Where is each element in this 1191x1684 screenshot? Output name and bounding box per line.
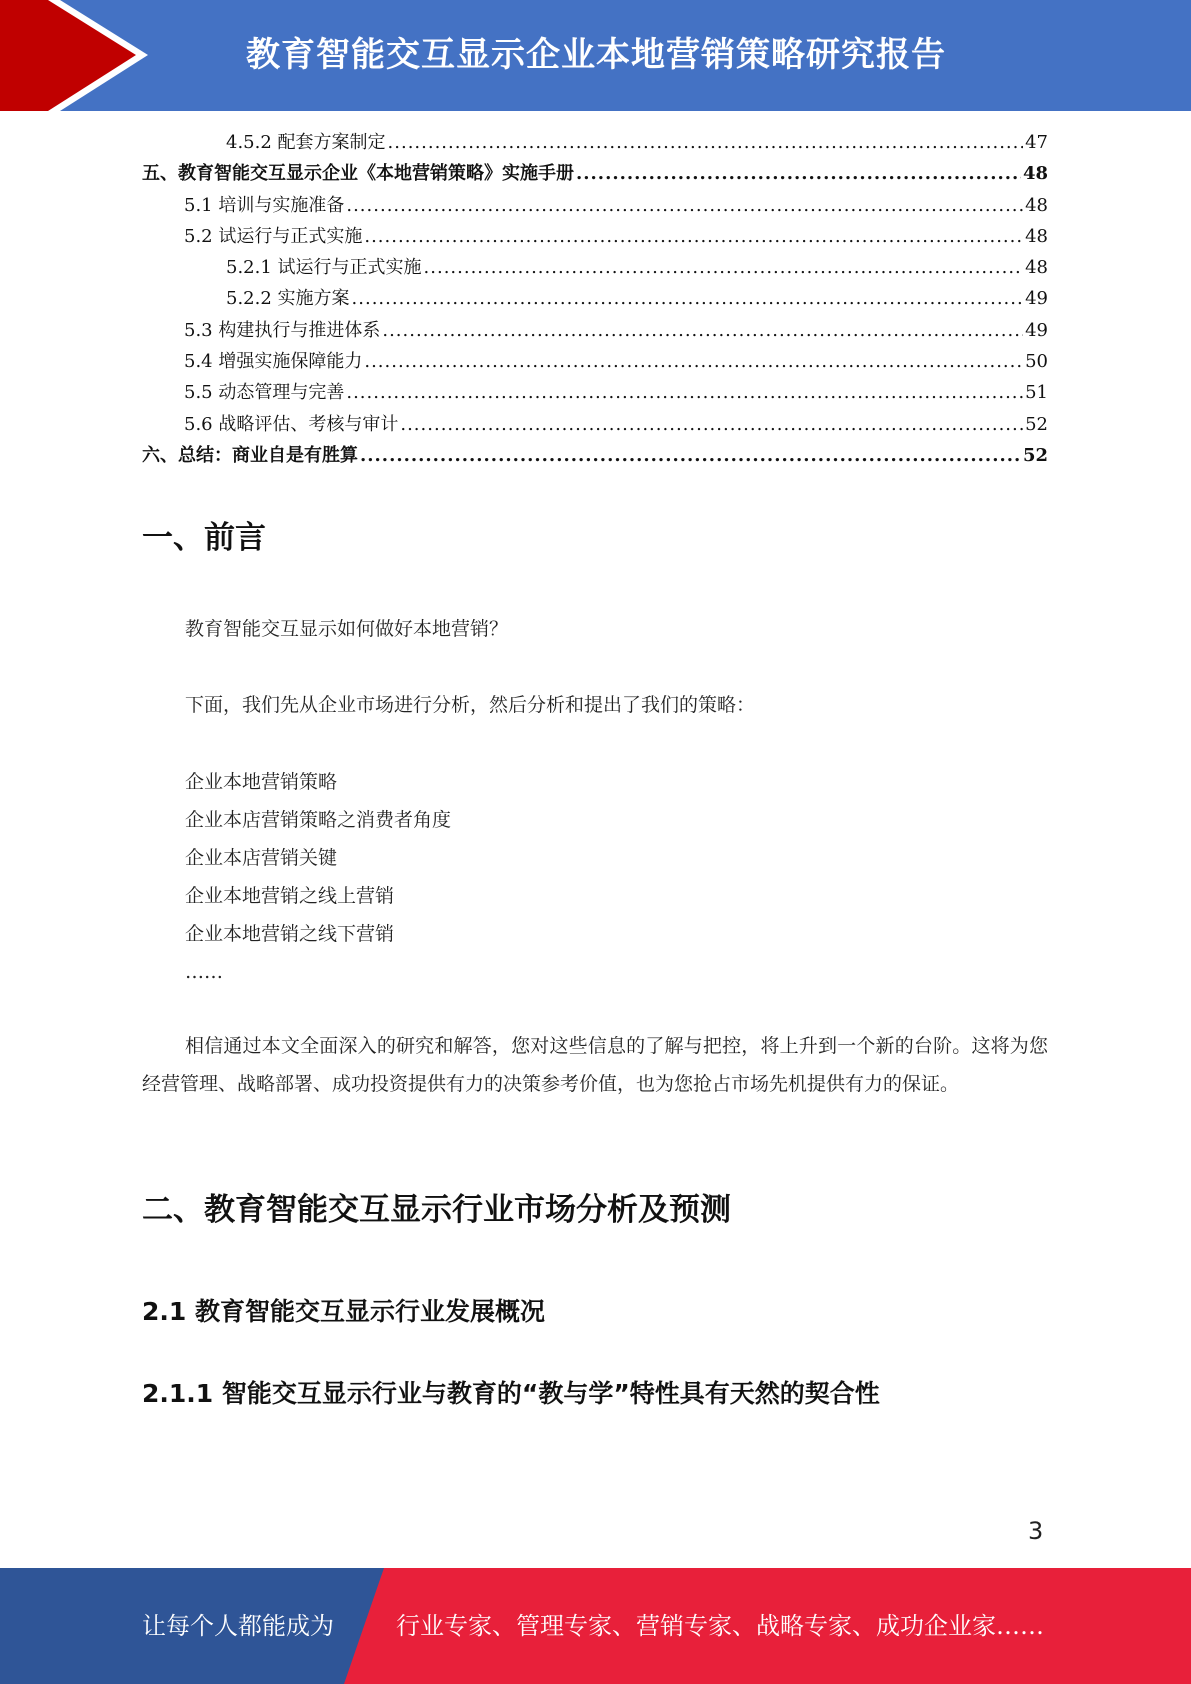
toc-entry[interactable] — [142, 253, 1048, 284]
toc-dot-leader — [346, 195, 1023, 216]
toc-entry-page: 51 — [1025, 382, 1048, 404]
section-heading-market-analysis: 二、教育智能交互显示行业市场分析及预测 — [142, 1192, 731, 1228]
toc-dot-leader — [388, 132, 1024, 153]
toc-entry-label: 5.5 动态管理与完善 — [184, 382, 345, 404]
toc-entry-page: 49 — [1025, 319, 1048, 341]
toc-entry[interactable] — [142, 378, 1048, 409]
toc-dot-leader — [424, 257, 1024, 278]
toc-entry-page: 48 — [1025, 194, 1048, 216]
toc-entry[interactable] — [142, 128, 1048, 159]
toc-dot-leader — [382, 320, 1023, 341]
subsection-heading-2-1-1: 2.1.1 智能交互显示行业与教育的“教与学”特性具有天然的契合性 — [142, 1379, 880, 1408]
footer-slogan-left: 让每个人都能成为 — [142, 1612, 334, 1640]
toc-entry[interactable] — [142, 222, 1048, 253]
toc-entry-label: 4.5.2 配套方案制定 — [226, 132, 386, 153]
toc-entry[interactable] — [142, 441, 1048, 472]
toc-entry-label: 5.1 培训与实施准备 — [184, 194, 345, 216]
list-item: 企业本地营销策略 — [185, 771, 338, 793]
toc-dot-leader — [576, 163, 1021, 184]
toc-dot-leader — [360, 445, 1021, 466]
toc-dot-leader — [400, 414, 1023, 435]
list-item: 企业本店营销策略之消费者角度 — [185, 809, 452, 831]
toc-entry[interactable] — [142, 284, 1048, 315]
preface-question: 教育智能交互显示如何做好本地营销？ — [185, 618, 509, 640]
toc-dot-leader — [364, 351, 1023, 372]
toc-entry-page: 52 — [1025, 413, 1048, 435]
toc-entry-page: 49 — [1025, 288, 1048, 310]
toc-entry-page: 48 — [1022, 163, 1048, 185]
toc-entry[interactable] — [142, 347, 1048, 378]
header-banner — [0, 0, 1191, 111]
page-number: 3 — [1028, 1517, 1044, 1545]
toc-dot-leader — [352, 288, 1024, 309]
toc-dot-leader — [346, 382, 1023, 403]
list-item: 企业本店营销关键 — [185, 847, 338, 869]
toc-entry-page: 52 — [1022, 444, 1048, 466]
table-of-contents — [142, 128, 1048, 472]
toc-entry[interactable] — [142, 159, 1048, 190]
document-title: 教育智能交互显示企业本地营销策略研究报告 — [246, 35, 946, 75]
preface-closing-paragraph: 相信通过本文全面深入的研究和解答，您对这些信息的了解与把控，将上升到一个新的台阶。这将为您经营管理、战略部署、成功投资提供有力的决策参考价值，也为您抢占市场先机提供有力的保证。 — [142, 1035, 1048, 1095]
toc-entry-page: 48 — [1025, 257, 1048, 279]
toc-entry-page: 47 — [1025, 132, 1048, 153]
toc-entry-page: 48 — [1025, 225, 1048, 247]
toc-dot-leader — [364, 226, 1023, 247]
toc-entry-label: 五、教育智能交互显示企业《本地营销策略》实施手册 — [142, 163, 574, 185]
subsection-heading-2-1: 2.1 教育智能交互显示行业发展概况 — [142, 1297, 545, 1326]
list-item: 企业本地营销之线下营销 — [185, 923, 395, 945]
toc-entry-label: 六、总结：商业自是有胜算 — [142, 444, 358, 466]
strategy-list — [185, 763, 451, 991]
toc-entry[interactable] — [142, 410, 1048, 441]
list-item: …… — [185, 961, 223, 983]
toc-entry-label: 5.2.2 实施方案 — [226, 288, 350, 310]
toc-entry[interactable] — [142, 316, 1048, 347]
section-heading-preface: 一、前言 — [142, 520, 266, 556]
toc-entry-label: 5.3 构建执行与推进体系 — [184, 319, 381, 341]
footer-slogan-right: 行业专家、管理专家、营销专家、战略专家、成功企业家…… — [396, 1612, 1044, 1640]
toc-entry-page: 50 — [1025, 351, 1048, 373]
toc-entry[interactable] — [142, 191, 1048, 222]
toc-entry-label: 5.6 战略评估、考核与审计 — [184, 413, 399, 435]
toc-entry-label: 5.2 试运行与正式实施 — [184, 225, 363, 247]
toc-entry-label: 5.4 增强实施保障能力 — [184, 351, 363, 373]
preface-intro: 下面，我们先从企业市场进行分析，然后分析和提出了我们的策略： — [185, 694, 756, 716]
footer-banner — [0, 1568, 1191, 1684]
list-item: 企业本地营销之线上营销 — [185, 885, 395, 907]
toc-entry-label: 5.2.1 试运行与正式实施 — [226, 257, 422, 279]
